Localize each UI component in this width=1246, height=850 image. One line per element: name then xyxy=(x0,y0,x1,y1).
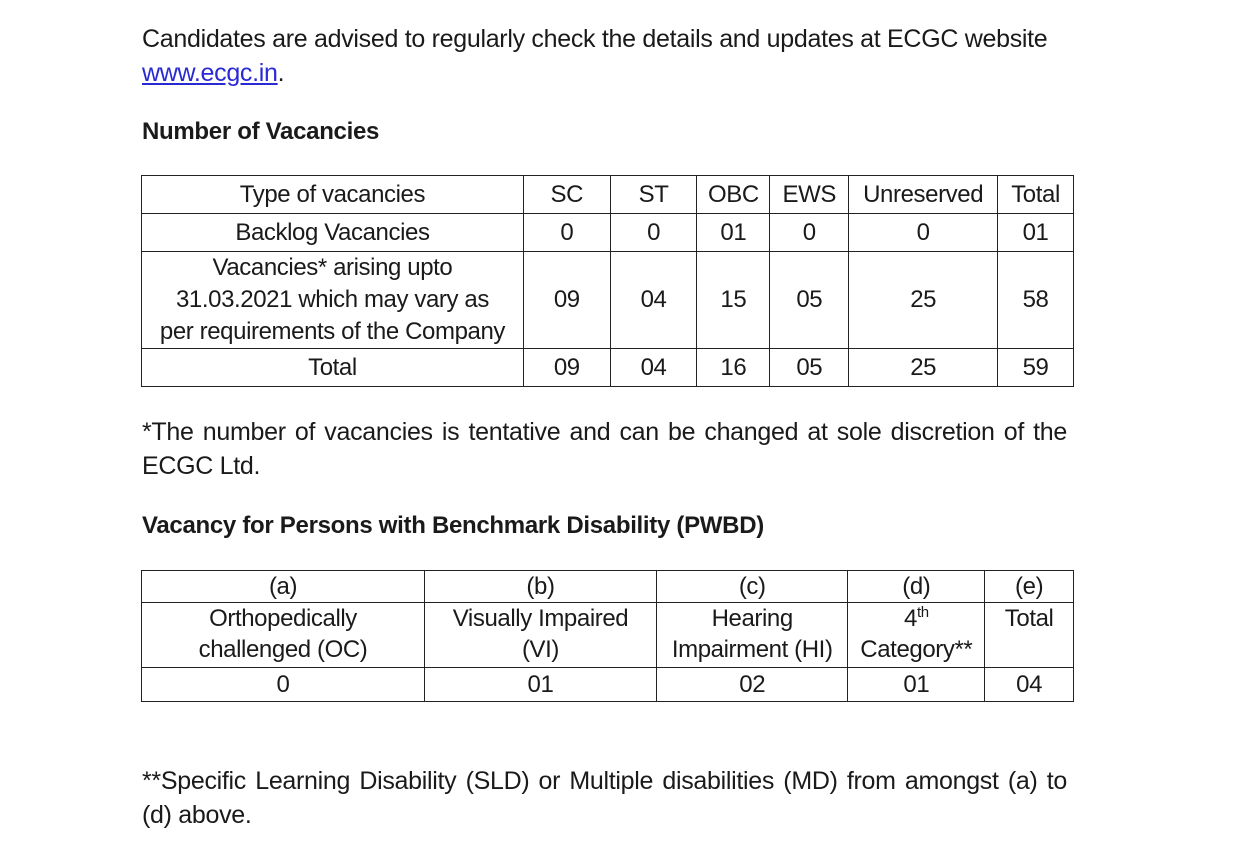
cell-ews: 05 xyxy=(770,252,849,349)
cell-st: 0 xyxy=(610,214,697,252)
category-superscript: th xyxy=(916,604,929,621)
vacancies-table xyxy=(141,175,1074,387)
value-fourth: 01 xyxy=(848,668,985,702)
header-sc: SC xyxy=(523,176,610,214)
category-fourth xyxy=(848,603,985,668)
category-line: Visually Impaired xyxy=(452,605,629,632)
category-hi xyxy=(656,603,847,668)
letter-a: (a) xyxy=(142,571,425,603)
cell-sc: 0 xyxy=(523,214,610,252)
category-vi xyxy=(425,603,657,668)
letter-c: (c) xyxy=(656,571,847,603)
category-oc xyxy=(142,603,425,668)
table-row xyxy=(142,603,1074,668)
header-st: ST xyxy=(610,176,697,214)
cell-unreserved: 25 xyxy=(849,349,998,387)
cell-total: 59 xyxy=(998,349,1074,387)
header-total: Total xyxy=(998,176,1074,214)
value-hi: 02 xyxy=(656,668,847,702)
ecgc-website-link[interactable]: www.ecgc.in xyxy=(142,59,278,87)
letter-d: (d) xyxy=(848,571,985,603)
cell-sc: 09 xyxy=(523,252,610,349)
table-header-row xyxy=(142,571,1074,603)
category-total xyxy=(985,603,1074,668)
cell-ews: 05 xyxy=(770,349,849,387)
row-label-line: Vacancies* arising upto xyxy=(212,254,453,281)
category-line: Orthopedically xyxy=(209,605,357,632)
letter-b: (b) xyxy=(425,571,657,603)
category-line: Total xyxy=(1004,605,1054,632)
value-total: 04 xyxy=(985,668,1074,702)
row-label: Backlog Vacancies xyxy=(142,214,524,252)
header-ews: EWS xyxy=(770,176,849,214)
cell-sc: 09 xyxy=(523,349,610,387)
cell-obc: 15 xyxy=(697,252,770,349)
value-oc: 0 xyxy=(142,668,425,702)
cell-unreserved: 25 xyxy=(849,252,998,349)
category-number: 4 xyxy=(904,605,917,632)
row-label-line: 31.03.2021 which may vary as xyxy=(175,286,489,313)
pwbd-table xyxy=(141,570,1074,702)
category-line: challenged (OC) xyxy=(198,636,368,663)
row-label: Total xyxy=(142,349,524,387)
category-line: Category** xyxy=(860,636,973,663)
header-obc: OBC xyxy=(697,176,770,214)
cell-total: 58 xyxy=(998,252,1074,349)
header-type-of-vacancies: Type of vacancies xyxy=(142,176,524,214)
value-vi: 01 xyxy=(425,668,657,702)
header-unreserved: Unreserved xyxy=(849,176,998,214)
table-row xyxy=(142,668,1074,702)
table-row xyxy=(142,214,1074,252)
category-line: (VI) xyxy=(521,636,560,663)
vacancies-heading: Number of Vacancies xyxy=(142,118,380,145)
cell-st: 04 xyxy=(610,252,697,349)
cell-ews: 0 xyxy=(770,214,849,252)
intro-text: Candidates are advised to regularly check the details and updates at ECGC website xyxy=(142,25,1048,53)
vacancies-note: *The number of vacancies is tentative and can be changed at sole discretion of the ECGC Ltd. xyxy=(142,418,1067,480)
intro-link-suffix: . xyxy=(277,59,285,87)
category-line: Hearing xyxy=(711,605,793,632)
pwbd-heading: Vacancy for Persons with Benchmark Disability (PWBD) xyxy=(142,512,764,539)
table-row xyxy=(142,349,1074,387)
intro-paragraph xyxy=(142,22,1067,90)
cell-total: 01 xyxy=(998,214,1074,252)
category-line: Impairment (HI) xyxy=(671,636,833,663)
cell-unreserved: 0 xyxy=(849,214,998,252)
letter-e: (e) xyxy=(985,571,1074,603)
table-header-row xyxy=(142,176,1074,214)
row-label-line: per requirements of the Company xyxy=(159,318,506,345)
cell-obc: 16 xyxy=(697,349,770,387)
cell-st: 04 xyxy=(610,349,697,387)
pwbd-note: **Specific Learning Disability (SLD) or Multiple disabilities (MD) from amongst (a) to (d) above. xyxy=(142,767,1067,829)
cell-obc: 01 xyxy=(697,214,770,252)
table-row xyxy=(142,252,1074,349)
row-label xyxy=(142,252,524,349)
